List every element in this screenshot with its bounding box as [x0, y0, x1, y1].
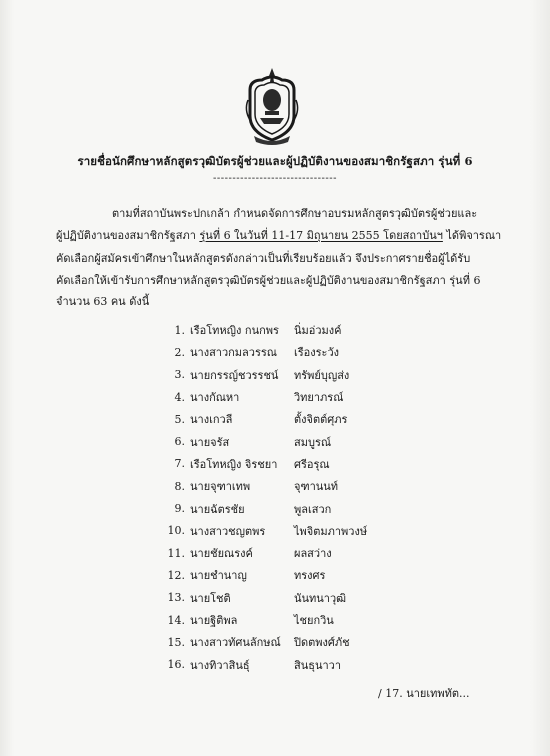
paragraph-line-2-suffix: ได้พิจารณา — [442, 229, 502, 242]
paragraph-line-3: คัดเลือกผู้สมัครเข้าศึกษาในหลักสูตรดังกล่าวเป็นที่เรียบร้อยแล้ว จึงประกาศรายชื่อผู้ได้รับ — [56, 252, 471, 265]
member-last-name: สินธุนาวา — [294, 658, 341, 672]
member-number: 11. — [167, 546, 185, 560]
member-last-name: ตั้งจิตต์ศุภร — [294, 413, 348, 427]
list-item — [167, 542, 427, 564]
list-item — [167, 475, 427, 497]
member-last-name: นิ่มอ่วมงค์ — [294, 324, 342, 338]
member-number: 16. — [167, 658, 185, 672]
paragraph-line-4: คัดเลือกให้เข้ารับการศึกษาหลักสูตรวุฒิบัตรผู้ช่วยและผู้ปฏิบัติงานของสมาชิกรัฐสภา รุ่นที่ 6 — [56, 274, 481, 287]
member-last-name: ผลสว่าง — [294, 547, 332, 561]
list-item — [167, 430, 427, 452]
title-separator: -------------------------------- — [212, 173, 338, 184]
continuation-marker: / 17. นายเทพทัต... — [378, 687, 470, 700]
paragraph-line-2-prefix: ผู้ปฏิบัติงานของสมาชิกรัฐสภา — [56, 229, 200, 242]
paragraph-line-5: จำนวน 63 คน ดังนี้ — [56, 295, 150, 308]
list-item — [167, 587, 427, 609]
member-first-name: นายโชติ — [190, 591, 231, 605]
member-last-name: พูลเสวก — [294, 502, 332, 516]
member-first-name: เรือโทหญิง จิรชยา — [190, 457, 278, 471]
member-first-name: นางทิวาสินธุ์ — [190, 658, 250, 672]
member-last-name: เรืองระวัง — [294, 346, 340, 360]
member-first-name: นางสาวกมลวรรณ — [190, 346, 277, 360]
list-item — [167, 364, 427, 386]
paragraph-line-2-underlined: รุ่นที่ 6 ในวันที่ 11-17 มิถุนายน 2555 โดยสถาบันฯ — [199, 229, 443, 242]
member-number: 8. — [174, 479, 185, 493]
member-number: 14. — [167, 613, 185, 627]
member-first-name: นางกัณหา — [190, 391, 240, 405]
member-first-name: นายฉัตรชัย — [190, 502, 245, 516]
member-list — [167, 319, 427, 676]
document-title: รายชื่อนักศึกษาหลักสูตรวุฒิบัตรผู้ช่วยและผู้ปฏิบัติงานของสมาชิกรัฐสภา รุ่นที่ 6 — [77, 154, 473, 168]
list-item — [167, 453, 427, 475]
member-last-name: สมบูรณ์ — [294, 435, 332, 449]
list-item — [167, 497, 427, 519]
institute-emblem-icon — [240, 66, 304, 146]
member-last-name: ทรงศร — [294, 569, 326, 583]
member-last-name: ไชยกวิน — [294, 614, 334, 627]
member-last-name: วิทยาภรณ์ — [294, 391, 344, 405]
member-number: 9. — [174, 502, 185, 516]
member-first-name: นางสาวชญตพร — [190, 524, 266, 538]
list-item — [167, 653, 427, 675]
list-item — [167, 631, 427, 653]
member-first-name: นายจรัส — [190, 435, 230, 449]
list-item — [167, 319, 427, 341]
member-number: 3. — [174, 368, 185, 382]
member-last-name: ศรีอรุณ — [294, 457, 330, 471]
member-number: 10. — [167, 524, 185, 538]
member-number: 1. — [174, 323, 185, 337]
member-last-name: ไพจิตมภาพวงษ์ — [294, 524, 368, 538]
member-first-name: นายชำนาญ — [190, 569, 247, 583]
member-number: 6. — [174, 435, 185, 449]
member-first-name: นายจุฑาเทพ — [190, 480, 251, 494]
paragraph-line-2 — [56, 226, 501, 244]
list-item — [167, 408, 427, 430]
member-first-name: นายชัยณรงค์ — [190, 547, 253, 561]
list-item — [167, 520, 427, 542]
paragraph-line-1: ตามที่สถาบันพระปกเกล้า กำหนดจัดการศึกษาอบรมหลักสูตรวุฒิบัตรผู้ช่วยและ — [112, 207, 478, 220]
member-first-name: นายฐิติพล — [190, 614, 238, 627]
member-first-name: นางสาวทัศนลักษณ์ — [190, 636, 281, 650]
member-first-name: นายกรรญ์ชวรรชน์ — [190, 368, 279, 382]
member-first-name: นางเกวลี — [190, 413, 233, 427]
member-number: 13. — [167, 591, 185, 605]
list-item — [167, 341, 427, 363]
member-number: 5. — [174, 412, 185, 426]
member-last-name: ทรัพย์บุญส่ง — [294, 368, 350, 382]
list-item — [167, 564, 427, 586]
list-item — [167, 609, 427, 631]
member-number: 4. — [174, 390, 185, 404]
list-item — [167, 386, 427, 408]
member-number: 12. — [167, 568, 185, 582]
member-first-name: เรือโทหญิง กนกพร — [190, 324, 279, 338]
member-last-name: นันทนาวุฒิ — [294, 591, 347, 605]
member-number: 2. — [174, 345, 185, 359]
member-number: 15. — [167, 635, 185, 649]
member-last-name: ปิดตพงศ์ภัช — [294, 636, 350, 650]
member-number: 7. — [174, 457, 185, 471]
member-last-name: จุฑานนท์ — [294, 480, 339, 494]
